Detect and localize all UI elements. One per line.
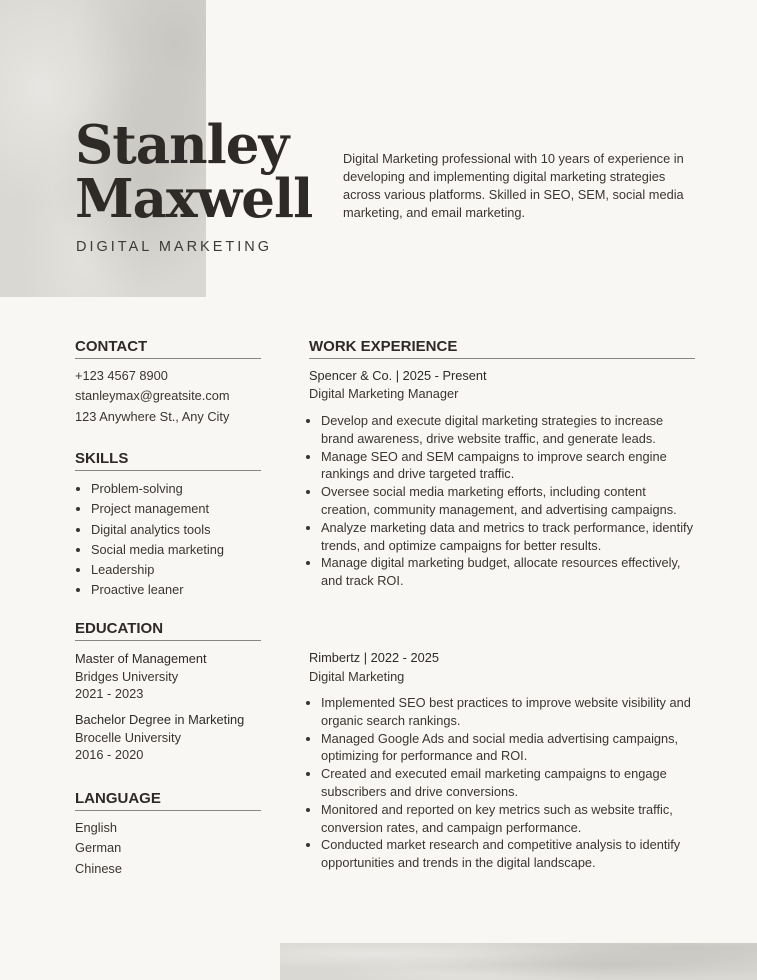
education-school: Bridges University <box>75 669 179 684</box>
list-item: • Develop and execute digital marketing strategies to increase brand awareness, drive website traffic, and generate leads. <box>321 412 693 448</box>
job-position: Digital Marketing <box>309 669 405 684</box>
list-item: • Conducted market research and competitive analysis to identify opportunities and trends in the digital landscape. <box>321 836 693 872</box>
skills-list <box>75 479 224 601</box>
job-title: DIGITAL MARKETING <box>76 239 273 255</box>
list-item: • Problem-solving <box>91 479 224 499</box>
list-item: • Manage digital marketing budget, allocate resources effectively, and track ROI. <box>321 554 693 590</box>
list-item: • Monitored and reported on key metrics such as website traffic, conversion rates, and campaign performance. <box>321 801 693 837</box>
job-position: Digital Marketing Manager <box>309 386 459 401</box>
first-name: Stanley <box>75 114 289 176</box>
job-duties-list <box>305 412 693 590</box>
job-company: Rimbertz | 2022 - 2025 <box>309 650 439 665</box>
contact-heading: CONTACT <box>75 338 261 359</box>
job-duties-list <box>305 694 693 872</box>
list-item: • Implemented SEO best practices to improve website visibility and organic search rankings. <box>321 694 693 730</box>
language-item: English <box>75 820 117 835</box>
contact-email: stanleymax@greatsite.com <box>75 388 230 403</box>
last-name: Maxwell <box>75 168 313 230</box>
education-years: 2021 - 2023 <box>75 686 144 701</box>
education-heading: EDUCATION <box>75 620 261 641</box>
skills-heading: SKILLS <box>75 450 261 471</box>
list-item: • Social media marketing <box>91 540 224 560</box>
resume-name <box>75 114 313 230</box>
list-item: • Managed Google Ads and social media advertising campaigns, optimizing for performance and ROI. <box>321 730 693 766</box>
education-degree: Bachelor Degree in Marketing <box>75 712 245 727</box>
contact-address: 123 Anywhere St., Any City <box>75 409 230 424</box>
language-heading: LANGUAGE <box>75 790 261 811</box>
education-degree: Master of Management <box>75 651 207 666</box>
list-item: • Created and executed email marketing campaigns to engage subscribers and drive conversions. <box>321 765 693 801</box>
list-item: • Leadership <box>91 560 224 580</box>
work-experience-heading: WORK EXPERIENCE <box>309 338 695 359</box>
texture-panel-bottom <box>280 943 757 980</box>
list-item: • Oversee social media marketing efforts, including content creation, community management, and advertising campaigns. <box>321 483 693 519</box>
job-company: Spencer & Co. | 2025 - Present <box>309 368 487 383</box>
list-item: • Proactive leaner <box>91 580 224 600</box>
education-school: Brocelle University <box>75 730 181 745</box>
list-item: • Manage SEO and SEM campaigns to improve search engine rankings and drive targeted traffic. <box>321 448 693 484</box>
language-item: German <box>75 840 122 855</box>
profile-summary: Digital Marketing professional with 10 years of experience in developing and implementing digital marketing strategies across various platforms. Skilled in SEO, SEM, social media marketing, and email marketing. <box>343 151 684 220</box>
contact-phone: +123 4567 8900 <box>75 368 168 383</box>
education-years: 2016 - 2020 <box>75 747 144 762</box>
list-item: • Digital analytics tools <box>91 520 224 540</box>
list-item: • Project management <box>91 499 224 519</box>
list-item: • Analyze marketing data and metrics to track performance, identify trends, and optimize campaigns for better results. <box>321 519 693 555</box>
language-item: Chinese <box>75 861 122 876</box>
